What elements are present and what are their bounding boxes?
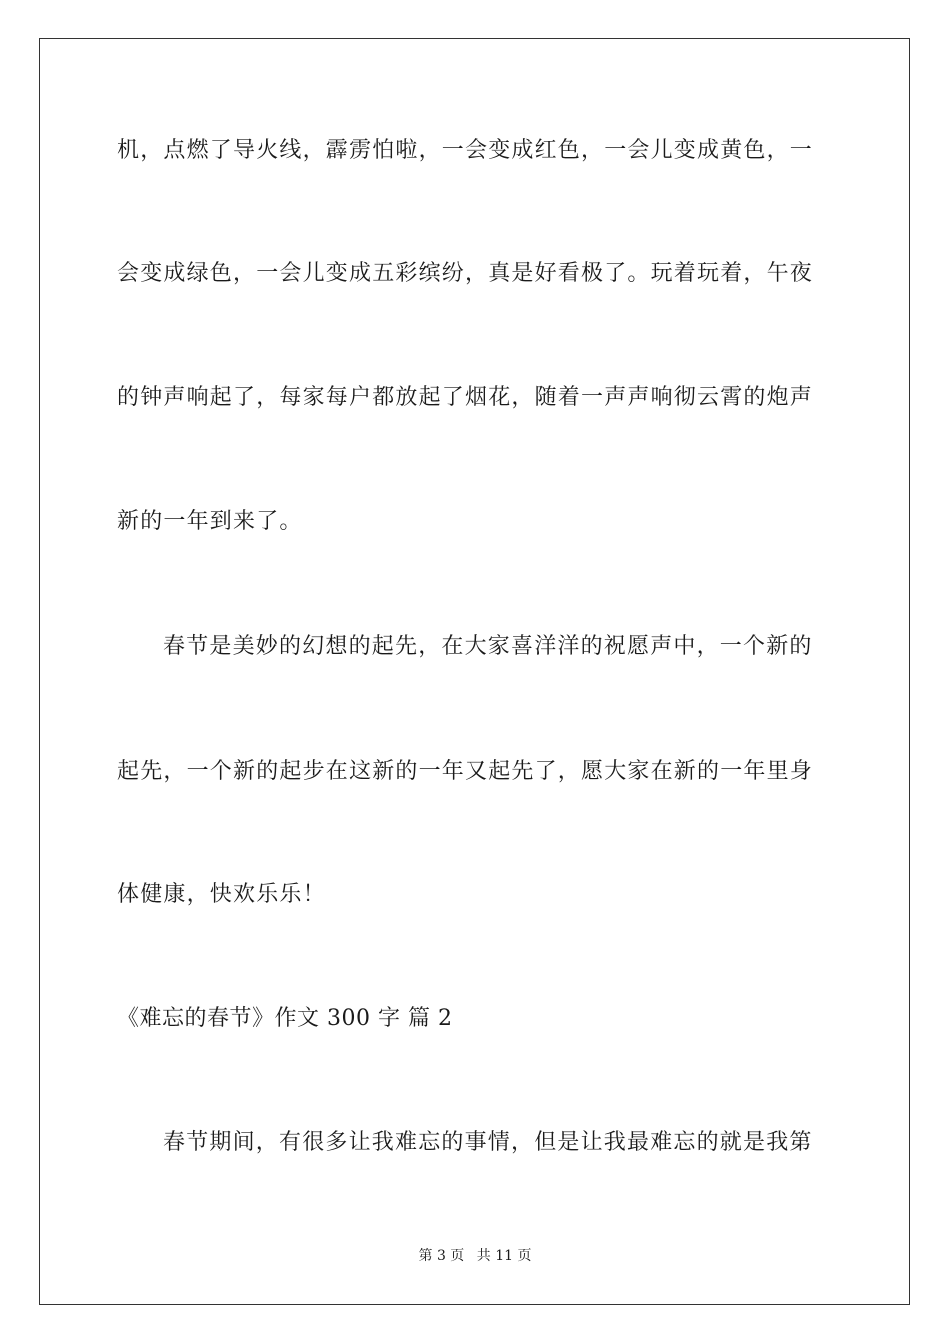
- page-border: [39, 38, 910, 1305]
- text-line-6: 起先，一个新的起步在这新的一年又起先了，愿大家在新的一年里身: [117, 759, 814, 784]
- paragraph-2-first-line: 春节期间，有很多让我难忘的事情，但是让我最难忘的就是我第: [163, 1130, 813, 1155]
- text-line-7: 体健康，快欢乐乐！: [117, 882, 326, 907]
- page-total: 共 11 页: [476, 1248, 532, 1264]
- text-line-2: 会变成绿色，一会儿变成五彩缤纷，真是好看极了。玩着玩着，午夜: [117, 261, 814, 286]
- text-line-4: 新的一年到来了。: [117, 509, 303, 534]
- paragraph-start-line: 春节是美妙的幻想的起先，在大家喜洋洋的祝愿声中，一个新的: [163, 634, 813, 659]
- text-line-1: 机，点燃了导火线，霹雳怕啦，一会变成红色，一会儿变成黄色，一: [117, 138, 814, 163]
- page-number: 第 3 页: [418, 1248, 465, 1264]
- page-footer: [0, 1246, 950, 1266]
- section-heading: 《难忘的春节》作文 300 字 篇 2: [117, 1006, 453, 1031]
- text-line-3: 的钟声响起了，每家每户都放起了烟花，随着一声声响彻云霄的炮声: [117, 385, 814, 410]
